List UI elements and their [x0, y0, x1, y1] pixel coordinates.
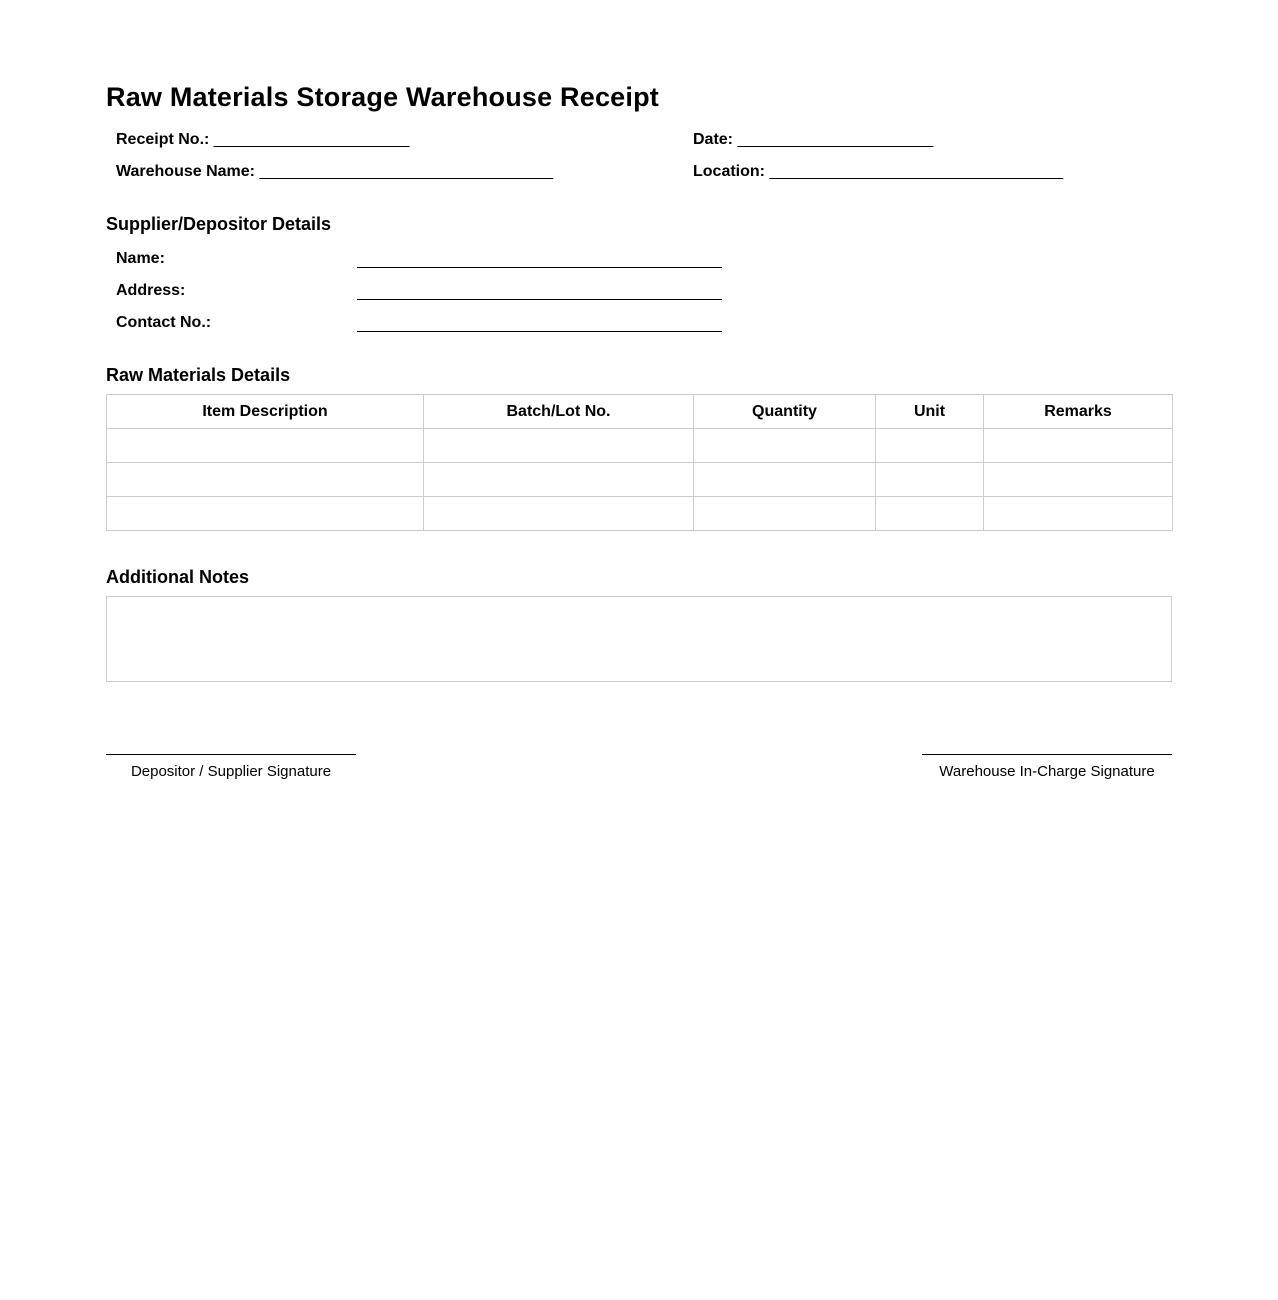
cell-unit[interactable] — [876, 463, 984, 497]
cell-batch-lot[interactable] — [424, 497, 694, 531]
document-title: Raw Materials Storage Warehouse Receipt — [106, 82, 659, 112]
warehouse-name-blank[interactable]: _________________________________ — [259, 163, 554, 180]
cell-batch-lot[interactable] — [424, 429, 694, 463]
column-header-item-description: Item Description — [107, 395, 424, 429]
supplier-address-blank[interactable] — [357, 299, 722, 300]
date-label: Date: — [693, 131, 734, 148]
cell-quantity[interactable] — [694, 429, 876, 463]
materials-section-title: Raw Materials Details — [106, 365, 291, 385]
supplier-name-blank[interactable] — [357, 267, 722, 268]
date-blank[interactable]: ______________________ — [737, 131, 934, 148]
supplier-contact-label: Contact No.: — [116, 314, 212, 331]
warehouse-name-field[interactable] — [116, 163, 553, 181]
cell-quantity[interactable] — [694, 497, 876, 531]
additional-notes-box[interactable] — [106, 596, 1172, 682]
cell-item-description[interactable] — [107, 429, 424, 463]
location-blank[interactable]: _________________________________ — [769, 163, 1064, 180]
table-row — [107, 463, 1173, 497]
warehouse-incharge-signature-label: Warehouse In-Charge Signature — [939, 763, 1155, 780]
warehouse-incharge-signature-line[interactable] — [922, 754, 1172, 755]
receipt-no-blank[interactable]: ______________________ — [213, 131, 410, 148]
materials-table — [106, 394, 1173, 531]
table-header-row — [107, 395, 1173, 429]
table-row — [107, 497, 1173, 531]
supplier-section-title: Supplier/Depositor Details — [106, 214, 332, 234]
supplier-contact-field[interactable] — [116, 314, 722, 338]
table-row — [107, 429, 1173, 463]
cell-batch-lot[interactable] — [424, 463, 694, 497]
receipt-no-label: Receipt No.: — [116, 131, 210, 148]
receipt-no-field[interactable] — [116, 131, 410, 149]
cell-item-description[interactable] — [107, 497, 424, 531]
cell-unit[interactable] — [876, 429, 984, 463]
depositor-signature-block — [106, 754, 356, 780]
cell-quantity[interactable] — [694, 463, 876, 497]
cell-remarks[interactable] — [984, 497, 1173, 531]
location-label: Location: — [693, 163, 765, 180]
cell-item-description[interactable] — [107, 463, 424, 497]
supplier-address-label: Address: — [116, 282, 186, 299]
depositor-signature-line[interactable] — [106, 754, 356, 755]
warehouse-name-label: Warehouse Name: — [116, 163, 255, 180]
supplier-name-field[interactable] — [116, 250, 722, 274]
cell-unit[interactable] — [876, 497, 984, 531]
supplier-address-field[interactable] — [116, 282, 722, 306]
depositor-signature-label: Depositor / Supplier Signature — [130, 763, 332, 780]
cell-remarks[interactable] — [984, 463, 1173, 497]
date-field[interactable] — [693, 131, 933, 149]
column-header-batch-lot: Batch/Lot No. — [424, 395, 694, 429]
cell-remarks[interactable] — [984, 429, 1173, 463]
supplier-name-label: Name: — [116, 250, 165, 267]
column-header-quantity: Quantity — [694, 395, 876, 429]
location-field[interactable] — [693, 163, 1063, 181]
notes-section-title: Additional Notes — [106, 567, 249, 587]
column-header-remarks: Remarks — [984, 395, 1173, 429]
warehouse-incharge-signature-block — [922, 754, 1172, 780]
supplier-contact-blank[interactable] — [357, 331, 722, 332]
column-header-unit: Unit — [876, 395, 984, 429]
